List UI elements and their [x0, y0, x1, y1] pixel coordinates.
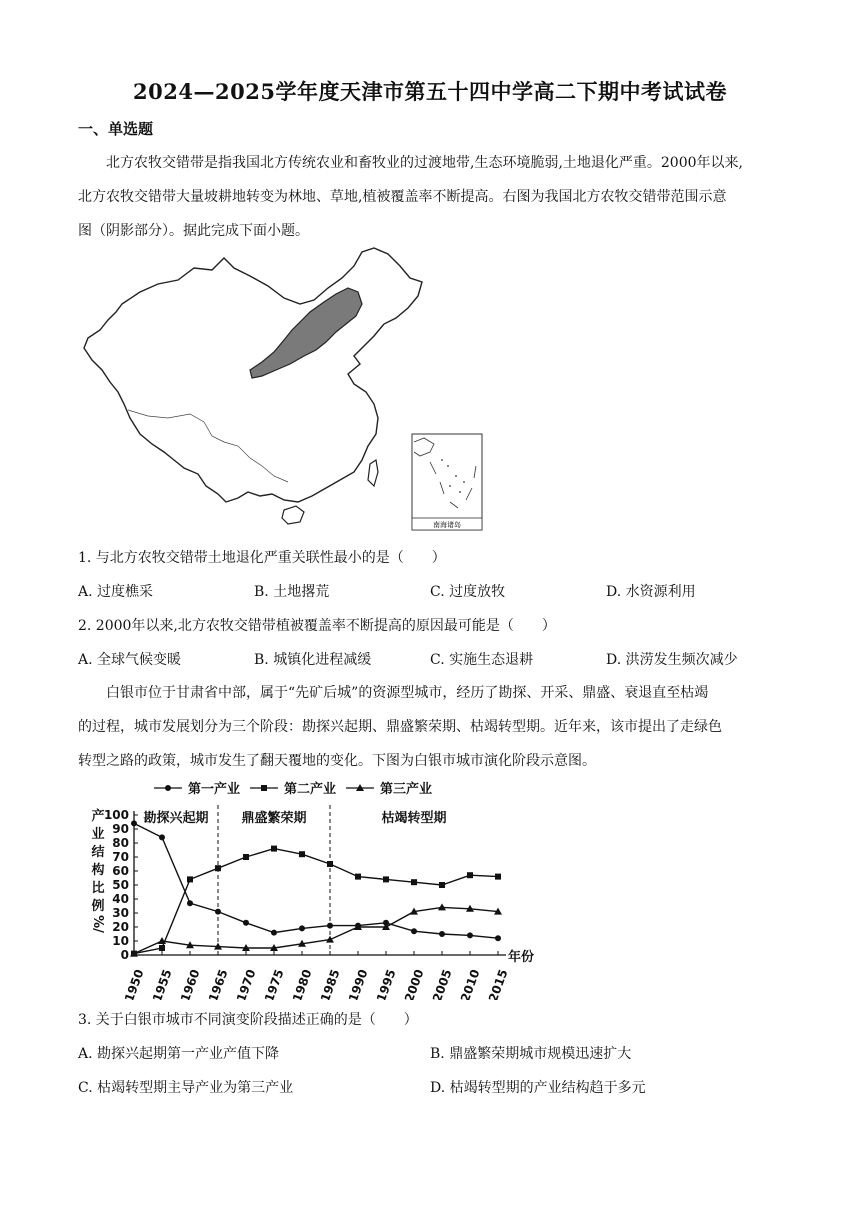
x-tick-label: 1980 [289, 967, 315, 1000]
series-2-point [495, 874, 501, 880]
series-1-point [327, 923, 333, 929]
x-tick-label: 1990 [345, 967, 371, 1000]
series-2-point [215, 865, 221, 871]
question-3-option-b[interactable]: B. 鼎盛繁荣期城市规模迅速扩大 [430, 1046, 632, 1062]
question-1-option-a[interactable]: A. 过度樵采 [78, 584, 154, 600]
china-map [78, 246, 498, 536]
series-2-point [327, 861, 333, 867]
taiwan-island [368, 460, 378, 486]
series-1-point [215, 909, 221, 915]
passage-2-line-1-text: 白银市位于甘肃省中部，属于“先矿后城”的资源型城市，经历了勘探、开采、鼎盛、衰退直至枯竭 [106, 685, 709, 701]
question-3-option-a[interactable]: A. 勘探兴起期第一产业产值下降 [78, 1046, 280, 1062]
question-3-option-d[interactable]: D. 枯竭转型期的产业结构趋于多元 [430, 1080, 646, 1096]
series-2-point [159, 945, 165, 951]
x-tick-label: 1950 [121, 967, 147, 1000]
series-1-point [131, 820, 137, 826]
stage-label-2: 鼎盛繁荣期 [241, 811, 307, 826]
series-2-point [467, 872, 473, 878]
series-2-point [439, 882, 445, 888]
y-axis-label-char: 产 [91, 809, 105, 824]
stage-label-1: 勘探兴起期 [143, 811, 209, 826]
x-tick-label: 2010 [457, 967, 483, 1000]
passage-2-line-1 [78, 676, 802, 710]
x-tick-label: 1995 [373, 967, 399, 1000]
y-axis-label-char: 业 [91, 827, 105, 842]
passage-2-line-3: 转型之路的政策，城市发生了翻天覆地的变化。下图为白银市城市演化阶段示意图。 [78, 753, 596, 769]
series-1-point [439, 931, 445, 937]
x-tick-label: 1975 [261, 967, 287, 1000]
china-map-figure [78, 246, 498, 536]
y-axis-label-char: 结 [91, 845, 105, 860]
question-2-option-b[interactable]: B. 城镇化进程减缓 [254, 652, 372, 668]
y-tick-label: 0 [120, 948, 129, 962]
y-tick-label: 80 [112, 836, 129, 850]
x-tick-label: 2005 [429, 967, 455, 1000]
question-1-stem: 1. 与北方农牧交错带土地退化严重关联性最小的是（ ） [78, 550, 446, 566]
y-tick-label: 50 [112, 878, 129, 892]
y-axis-label-char: 比 [91, 881, 105, 896]
south-china-sea-inset [412, 434, 482, 530]
question-2-stem: 2. 2000年以来,北方农牧交错带植被覆盖率不断提高的原因最可能是（ ） [78, 618, 556, 634]
passage-2-line-2: 的过程，城市发展划分为三个阶段：勘探兴起期、鼎盛繁荣期、枯竭转型期。近年来，该市提出了走绿色 [78, 719, 722, 735]
legend-label-2: 第二产业 [284, 782, 337, 797]
passage-2 [78, 676, 802, 778]
y-tick-label: 10 [112, 934, 129, 948]
y-tick-label: 40 [112, 892, 129, 906]
question-3-stem: 3. 关于白银市城市不同演变阶段描述正确的是（ ） [78, 1012, 418, 1028]
exam-title: 2024—2025学年度天津市第五十四中学高二下期中考试试卷 [133, 79, 727, 104]
y-tick-label: 90 [112, 822, 129, 836]
question-2-option-a[interactable]: A. 全球气候变暖 [78, 652, 182, 668]
y-tick-label: 60 [112, 864, 129, 878]
y-tick-label: 70 [112, 850, 129, 864]
passage-1-line-1-text: 北方农牧交错带是指我国北方传统农业和畜牧业的过渡地带,生态环境脆弱,土地退化严重。2000年以来, [106, 155, 743, 171]
x-tick-label: 1970 [233, 967, 259, 1000]
passage-1-line-1 [78, 146, 802, 180]
inset-label: 南海诸岛 [433, 521, 461, 529]
x-tick-label: 1955 [149, 967, 175, 1000]
question-2-option-c[interactable]: C. 实施生态退耕 [430, 652, 534, 668]
question-1-option-c[interactable]: C. 过度放牧 [430, 584, 506, 600]
section-heading: 一、单选题 [78, 120, 154, 138]
series-1-point [159, 834, 165, 840]
y-axis-label-char: 构 [91, 863, 105, 878]
chart-svg [78, 772, 548, 1000]
y-tick-label: 100 [103, 808, 129, 822]
series-1-point [299, 925, 305, 931]
question-3-option-c[interactable]: C. 枯竭转型期主导产业为第三产业 [78, 1080, 294, 1096]
question-2-option-d[interactable]: D. 洪涝发生频次减少 [606, 652, 738, 668]
series-2-point [383, 876, 389, 882]
legend-marker-1 [165, 785, 171, 791]
series-1-point [411, 928, 417, 934]
x-tick-label: 1985 [317, 967, 343, 1000]
stage-label-3: 枯竭转型期 [381, 811, 447, 826]
series-2-point [271, 846, 277, 852]
legend-label-3: 第三产业 [380, 782, 433, 797]
y-axis-label-char: %/ [90, 915, 105, 933]
series-1-point [243, 920, 249, 926]
legend-marker-2 [261, 785, 267, 791]
passage-1-line-3: 图（阴影部分）。据此完成下面小题。 [78, 223, 309, 239]
series-2-point [187, 876, 193, 882]
x-tick-label: 2015 [485, 967, 511, 1000]
series-2-point [243, 854, 249, 860]
series-1-point [271, 930, 277, 936]
series-1-point [467, 932, 473, 938]
question-1-option-d[interactable]: D. 水资源利用 [606, 584, 696, 600]
y-tick-label: 20 [112, 920, 129, 934]
hainan-island [282, 506, 304, 524]
question-1-option-b[interactable]: B. 土地撂荒 [254, 584, 330, 600]
x-tick-label: 1965 [205, 967, 231, 1000]
series-1-point [495, 935, 501, 941]
x-axis-label: 年份 [508, 950, 535, 965]
series-2-point [355, 874, 361, 880]
y-tick-label: 30 [112, 906, 129, 920]
passage-1-line-2: 北方农牧交错带大量坡耕地转变为林地、草地,植被覆盖率不断提高。右图为我国北方农牧交错带范围示意 [78, 189, 727, 205]
legend-label-1: 第一产业 [188, 782, 241, 797]
passage-1 [78, 146, 802, 248]
series-2-point [411, 879, 417, 885]
x-tick-label: 2000 [401, 967, 427, 1000]
series-1-point [187, 900, 193, 906]
industry-structure-chart [78, 772, 548, 1000]
series-2-point [299, 851, 305, 857]
x-tick-label: 1960 [177, 967, 203, 1000]
y-axis-label-char: 例 [91, 899, 105, 914]
